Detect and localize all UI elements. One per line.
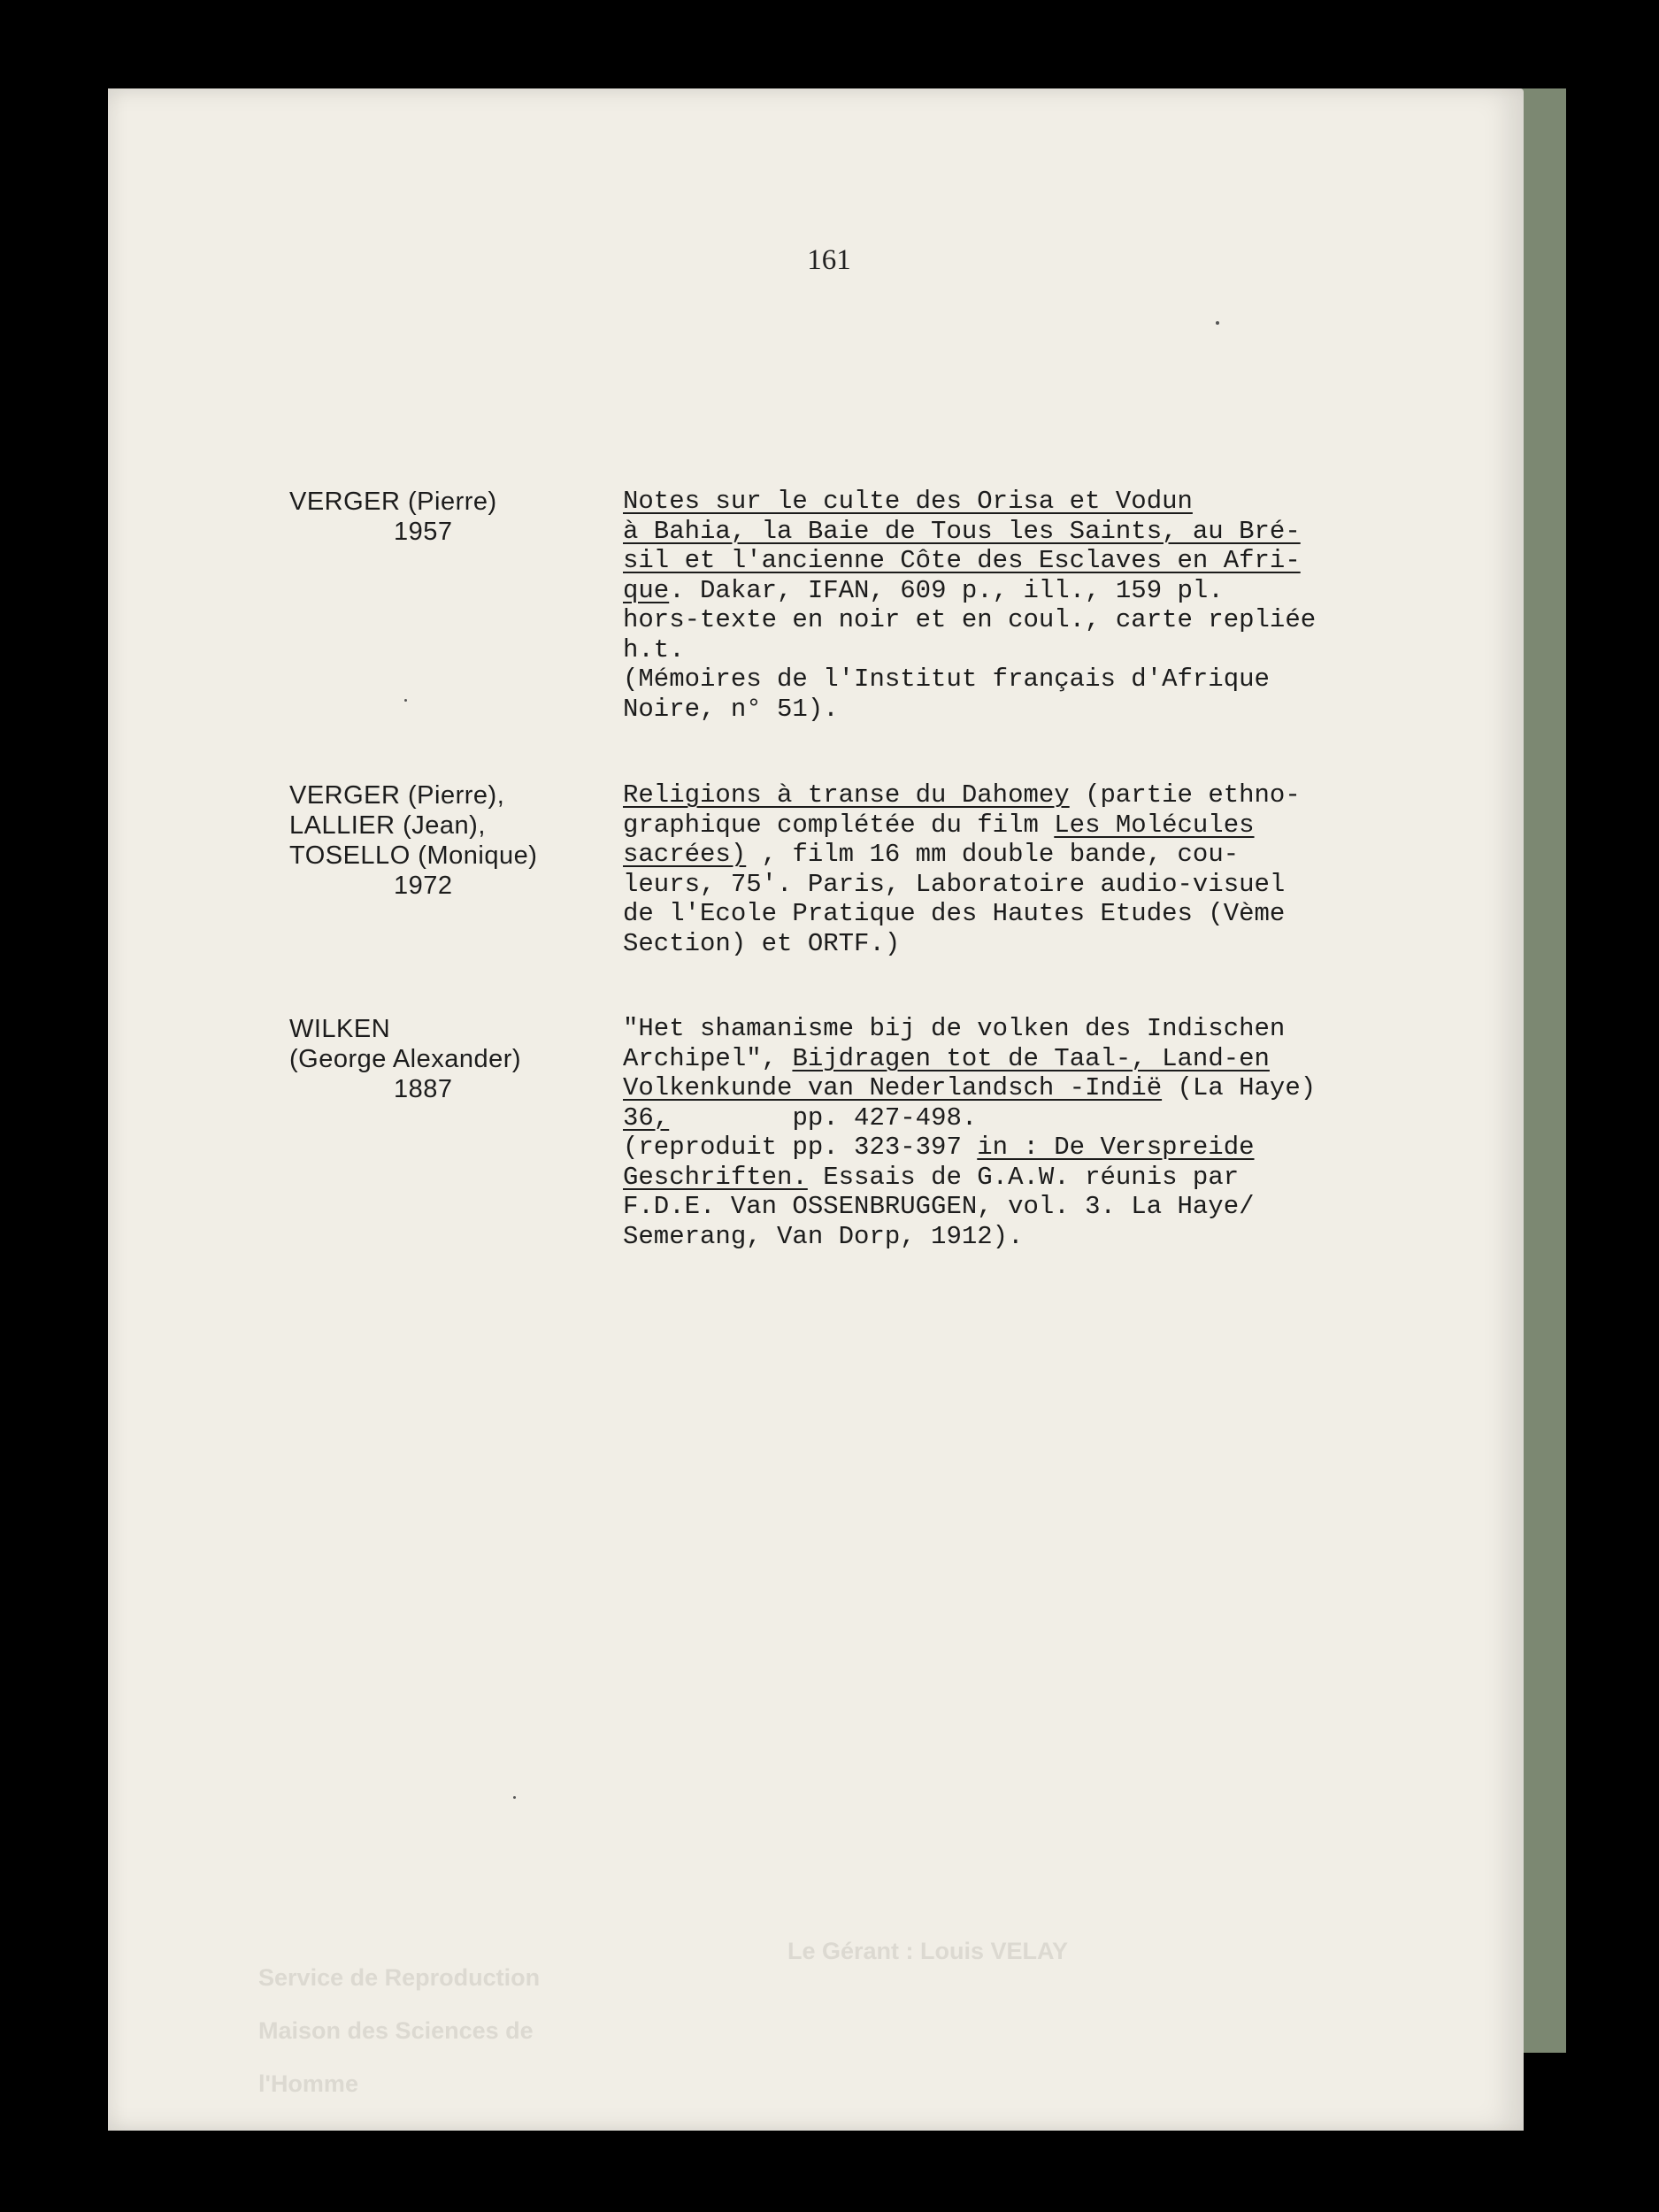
citation-line xyxy=(623,1192,1472,1222)
underlined-title: sacrées) xyxy=(623,840,747,869)
citation-text: (Mémoires de l'Institut français d'Afrique xyxy=(623,664,1270,694)
underlined-title: Notes sur le culte des Orisa et Vodun xyxy=(623,487,1193,516)
underlined-title: Volkenkunde van Nederlandsch -Indië xyxy=(623,1073,1163,1102)
paper-speck xyxy=(1216,321,1219,325)
citation-text: Archipel", xyxy=(623,1043,793,1073)
citation-text: (partie ethno- xyxy=(1069,780,1301,810)
underlined-title: que xyxy=(623,575,670,605)
footer-line: l'Homme xyxy=(258,2070,358,2097)
citation-line xyxy=(623,929,1472,959)
citation-line xyxy=(623,1044,1472,1074)
citation-line xyxy=(623,695,1472,725)
page-number: 161 xyxy=(807,244,851,276)
citation-line xyxy=(623,840,1472,870)
citation-text: graphique complétée du film xyxy=(623,810,1055,840)
citation-text: Essais de G.A.W. réunis par xyxy=(807,1162,1240,1192)
citation-line xyxy=(623,870,1472,900)
entry-citation xyxy=(623,780,1472,958)
citation-line xyxy=(623,1014,1472,1044)
footer-stamp-right: Le Gérant : Louis VELAY xyxy=(787,1938,1069,1964)
document-page xyxy=(108,88,1524,2131)
author-line: (George Alexander) xyxy=(289,1045,522,1073)
author-line: LALLIER (Jean), xyxy=(289,811,486,840)
underlined-title: 36, xyxy=(623,1102,670,1133)
citation-line xyxy=(623,1103,1472,1133)
paper-speck xyxy=(404,699,407,702)
underlined-title: Religions à transe du Dahomey xyxy=(623,780,1070,810)
citation-text: Semerang, Van Dorp, 1912). xyxy=(623,1221,1024,1251)
citation-text: "Het shamanisme bij de volken des Indischen xyxy=(623,1014,1286,1043)
citation-line xyxy=(623,487,1472,517)
citation-line xyxy=(623,635,1472,665)
footer-line: Service de Reproduction xyxy=(258,1964,541,1991)
entry-citation xyxy=(623,487,1472,724)
author-line: VERGER (Pierre) xyxy=(289,488,497,516)
citation-line xyxy=(623,1222,1472,1252)
citation-text: F.D.E. Van OSSENBRUGGEN, vol. 3. La Haye/ xyxy=(623,1192,1255,1221)
entry-year: 1957 xyxy=(394,518,453,546)
citation-line xyxy=(623,605,1472,635)
citation-text: (reproduit pp. 323-397 xyxy=(623,1133,978,1162)
citation-line xyxy=(623,517,1472,547)
citation-text: de l'Ecole Pratique des Hautes Etudes (Vème xyxy=(623,899,1286,928)
underlined-title: à Bahia, la Baie de Tous les Saints, au Bré- xyxy=(623,516,1301,546)
citation-text: , film 16 mm double bande, cou- xyxy=(746,840,1240,869)
footer-line: Maison des Sciences de xyxy=(258,2017,534,2044)
entry-citation xyxy=(623,1014,1472,1251)
entry-year: 1972 xyxy=(394,872,453,900)
underlined-title: in : De Verspreide xyxy=(977,1133,1255,1162)
citation-line xyxy=(623,1163,1472,1193)
author-line: TOSELLO (Monique) xyxy=(289,841,538,870)
paper-speck xyxy=(513,1796,516,1799)
citation-line xyxy=(623,1073,1472,1103)
citation-text: pp. 427-498. xyxy=(669,1102,978,1133)
citation-line xyxy=(623,546,1472,576)
citation-text: . Dakar, IFAN, 609 p., ill., 159 pl. xyxy=(669,575,1224,605)
underlined-title: sil et l'ancienne Côte des Esclaves en Afri- xyxy=(623,546,1301,575)
underlined-title: Les Molécules xyxy=(1054,810,1255,840)
citation-text: (La Haye) xyxy=(1162,1073,1317,1102)
citation-text: Section) et ORTF.) xyxy=(623,928,901,958)
author-line: WILKEN xyxy=(289,1015,391,1043)
citation-line xyxy=(623,899,1472,929)
citation-text: Noire, n° 51). xyxy=(623,694,839,724)
citation-text: h.t. xyxy=(623,634,685,664)
citation-line xyxy=(623,780,1472,810)
underlined-title: Geschriften. xyxy=(623,1162,808,1192)
entry-year: 1887 xyxy=(394,1075,453,1103)
citation-text: leurs, 75'. Paris, Laboratoire audio-visuel xyxy=(623,869,1286,899)
citation-line xyxy=(623,576,1472,606)
citation-line xyxy=(623,1133,1472,1163)
citation-line xyxy=(623,664,1472,695)
underlined-title: Bijdragen tot de Taal-, Land-en xyxy=(792,1043,1270,1073)
footer-stamp-left xyxy=(232,1938,540,2124)
citation-text: hors-texte en noir et en coul., carte repliée xyxy=(623,605,1317,634)
author-line: VERGER (Pierre), xyxy=(289,781,505,810)
citation-line xyxy=(623,810,1472,841)
